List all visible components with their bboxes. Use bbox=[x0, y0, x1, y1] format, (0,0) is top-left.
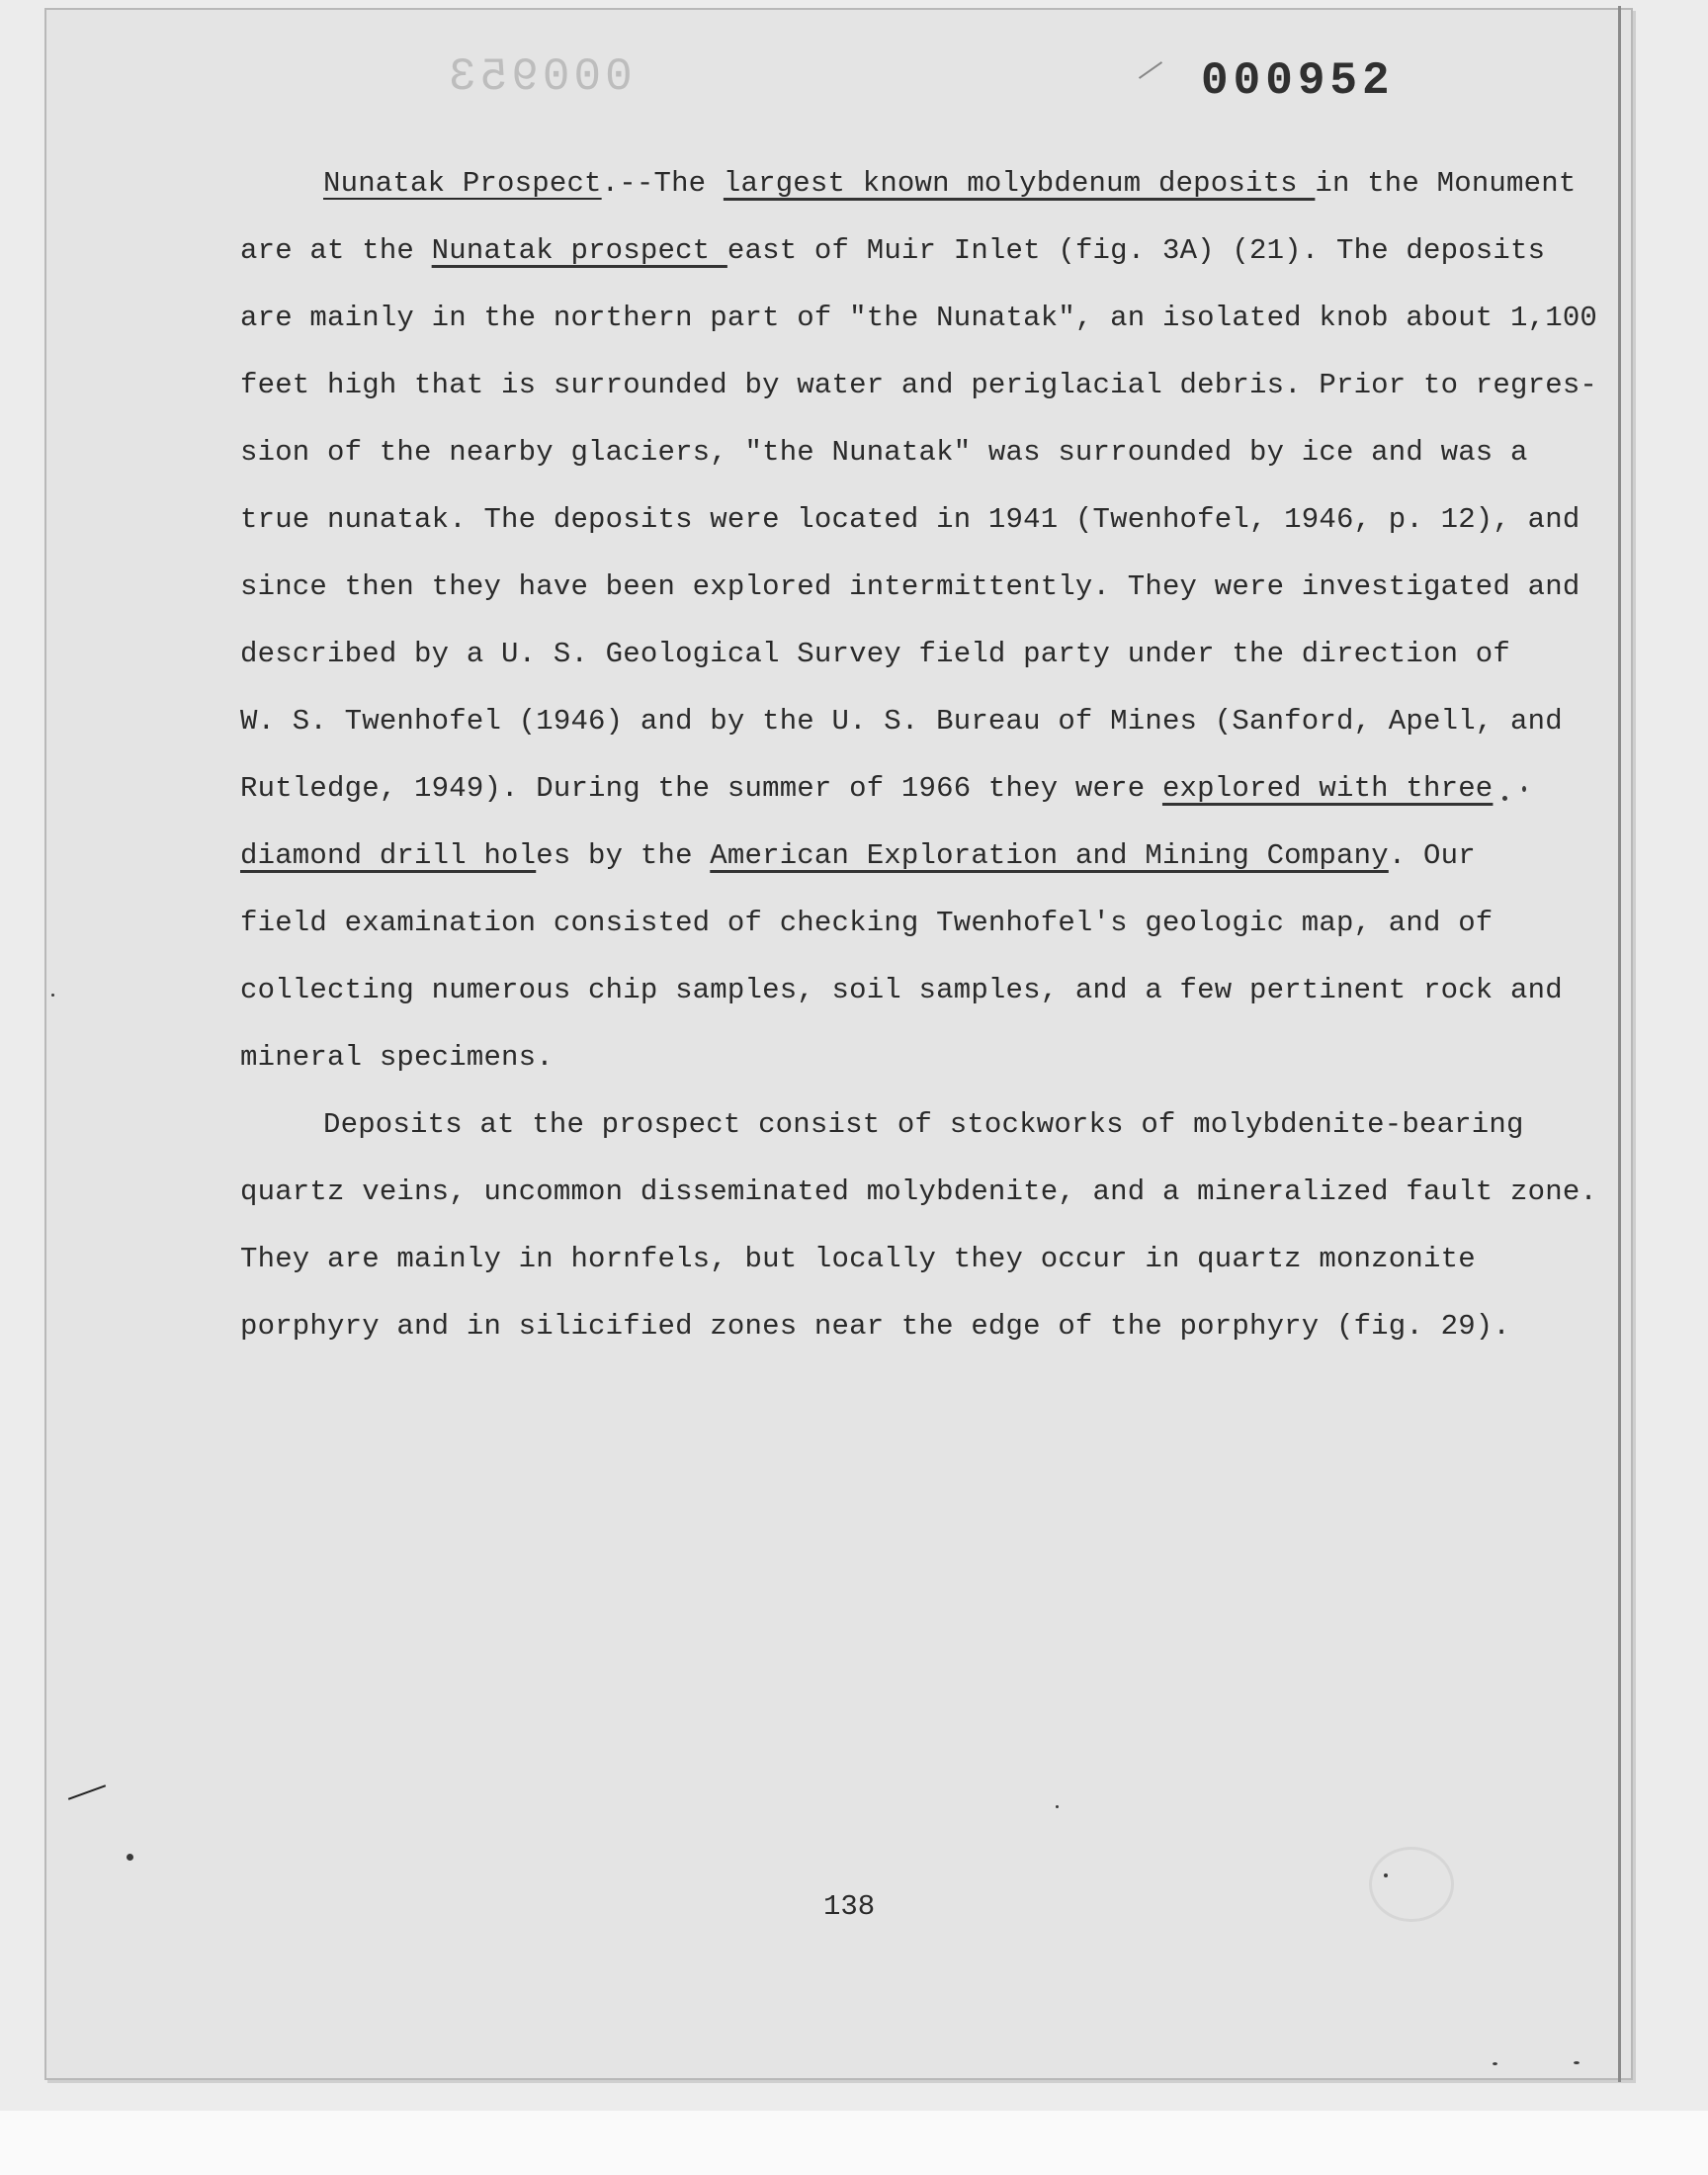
text-line bbox=[240, 823, 1565, 890]
text-line: collecting numerous chip samples, soil samples, and a few pertinent rock and bbox=[240, 974, 1563, 1006]
text-span: are at the bbox=[240, 234, 432, 267]
stamped-page-number: 000952 bbox=[1201, 55, 1395, 107]
scan-smudge bbox=[1369, 1847, 1454, 1922]
text-line: mineral specimens. bbox=[240, 1041, 554, 1074]
scan-speck bbox=[1574, 2061, 1580, 2064]
underlined-text: diamond drill hol bbox=[240, 839, 537, 872]
scan-speck bbox=[1056, 1805, 1059, 1808]
scan-speck bbox=[1522, 786, 1526, 792]
scan-background-strip bbox=[0, 2111, 1708, 2175]
section-heading: Nunatak Prospect bbox=[323, 167, 602, 200]
text-span: east of Muir Inlet (fig. 3A) (21). The deposits bbox=[726, 234, 1546, 267]
bleed-through-page-number: 000953 bbox=[445, 51, 633, 103]
text-line: field examination consisted of checking Twenhofel's geologic map, and of bbox=[240, 907, 1494, 939]
paragraph bbox=[240, 150, 1598, 1091]
text-line: quartz veins, uncommon disseminated molybdenite, and a mineralized fault zone. bbox=[240, 1175, 1598, 1208]
text-span: Rutledge, 1949). During the summer of 1966 they were bbox=[240, 772, 1162, 805]
page-edge bbox=[1618, 6, 1621, 2082]
text-line: are mainly in the northern part of "the Nunatak", an isolated knob about 1,100 bbox=[240, 302, 1598, 334]
text-span: .--The bbox=[601, 167, 724, 200]
text-line: Deposits at the prospect consist of stockworks of molybdenite-bearing bbox=[323, 1108, 1524, 1141]
scan-speck bbox=[51, 994, 54, 997]
scan-speck bbox=[1502, 796, 1507, 801]
text-line: feet high that is surrounded by water and periglacial debris. Prior to regres- bbox=[240, 369, 1598, 401]
text-line bbox=[240, 755, 1565, 823]
text-span: . Our bbox=[1388, 839, 1476, 872]
scan-speck bbox=[1493, 2062, 1497, 2065]
text-line: since then they have been explored intermittently. They were investigated and bbox=[240, 570, 1580, 603]
text-span: es by the bbox=[536, 839, 711, 872]
underlined-text: Nunatak prospect bbox=[431, 234, 727, 267]
text-line bbox=[240, 150, 1577, 218]
page-footer-number: 138 bbox=[823, 1890, 876, 1923]
text-line: true nunatak. The deposits were located in 1941 (Twenhofel, 1946, p. 12), and bbox=[240, 503, 1580, 536]
text-span: in the Monument bbox=[1315, 167, 1577, 200]
underlined-text: largest known molybdenum deposits bbox=[723, 167, 1316, 200]
scan-speck bbox=[1384, 1873, 1388, 1877]
text-line: porphyry and in silicified zones near the edge of the porphyry (fig. 29). bbox=[240, 1310, 1511, 1343]
text-line: They are mainly in hornfels, but locally they occur in quartz monzonite bbox=[240, 1243, 1476, 1275]
underlined-text: explored with three bbox=[1161, 772, 1494, 805]
text-line: sion of the nearby glaciers, "the Nunatak" was surrounded by ice and was a bbox=[240, 436, 1528, 469]
scan-speck bbox=[127, 1854, 133, 1861]
document-body bbox=[240, 150, 1598, 1360]
paragraph bbox=[240, 1091, 1598, 1360]
text-line: described by a U. S. Geological Survey field party under the direction of bbox=[240, 638, 1511, 670]
underlined-text: American Exploration and Mining Company bbox=[710, 839, 1389, 872]
text-line bbox=[240, 218, 1565, 285]
text-line: W. S. Twenhofel (1946) and by the U. S. Bureau of Mines (Sanford, Apell, and bbox=[240, 705, 1563, 738]
